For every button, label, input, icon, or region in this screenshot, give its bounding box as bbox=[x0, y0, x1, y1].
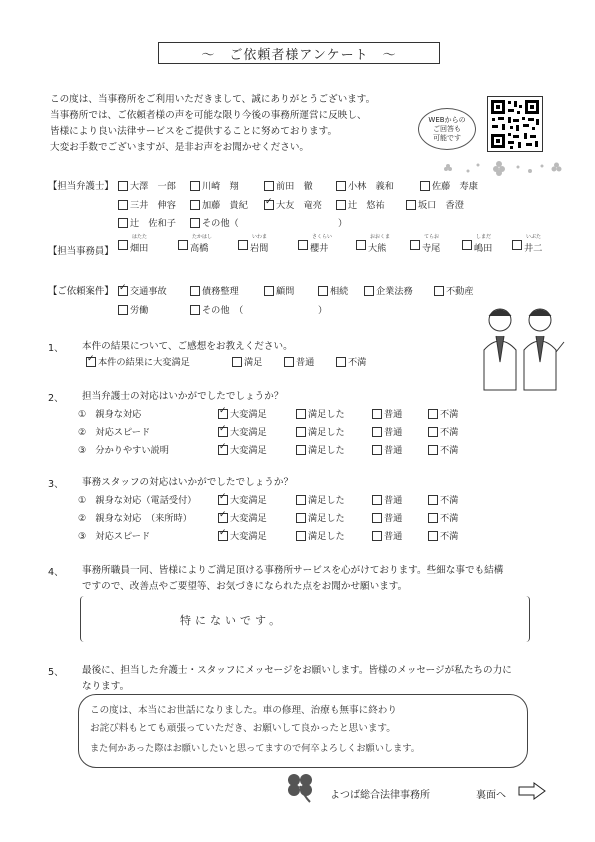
staff-option[interactable] bbox=[298, 234, 332, 254]
q2-option[interactable] bbox=[218, 424, 267, 438]
option-label: 不満 bbox=[348, 357, 367, 368]
checkbox[interactable] bbox=[428, 427, 438, 437]
q2-option[interactable] bbox=[296, 424, 345, 438]
case-option[interactable] bbox=[118, 283, 167, 297]
q5-text-line: なります。 bbox=[82, 681, 130, 692]
option-label: 大変満足 bbox=[230, 445, 267, 456]
case-name: 労働 bbox=[130, 305, 149, 316]
option-label: 満足した bbox=[308, 531, 345, 542]
q3-number: 3、 bbox=[48, 479, 64, 490]
q1-option[interactable] bbox=[86, 354, 190, 368]
intro-line: この度は、当事務所をご利用いただきまして、誠にありがとうございます。 bbox=[50, 94, 376, 105]
option-label: 不満 bbox=[440, 445, 459, 456]
option-label: 本件の結果に大変満足 bbox=[98, 357, 190, 368]
case-name: 企業法務 bbox=[376, 286, 413, 297]
checkbox[interactable] bbox=[190, 218, 200, 228]
option-label: 普通 bbox=[384, 513, 403, 524]
lawyer-option[interactable] bbox=[264, 197, 322, 211]
q4-answer-box[interactable] bbox=[80, 596, 530, 642]
checkbox[interactable] bbox=[372, 427, 382, 437]
q2-option[interactable] bbox=[372, 442, 402, 456]
checkbox[interactable] bbox=[118, 240, 128, 250]
q3-row-label: ① 親身な対応（電話受付） bbox=[78, 495, 197, 506]
lawyer-name: 大澤 一郎 bbox=[130, 181, 176, 192]
staff-label: 【担当事務員】 bbox=[48, 246, 114, 257]
lawyer-option[interactable] bbox=[336, 178, 394, 192]
checkbox[interactable] bbox=[356, 240, 366, 250]
q3-row-label: ② 親身な対応 （来所時） bbox=[78, 513, 192, 524]
q5-answer-line: お詫び料もとても頑張っていただき、お願いして良かったと思います。 bbox=[90, 723, 396, 734]
checkbox[interactable] bbox=[364, 286, 374, 296]
option-label: 普通 bbox=[384, 445, 403, 456]
lawyer-name: 川崎 翔 bbox=[202, 181, 239, 192]
q2-option[interactable] bbox=[296, 406, 345, 420]
checkbox[interactable] bbox=[190, 181, 200, 191]
case-name: 顧問 bbox=[276, 286, 295, 297]
checkbox[interactable] bbox=[118, 286, 128, 296]
q3-option[interactable] bbox=[218, 510, 267, 524]
lawyer-name: 前田 徹 bbox=[276, 181, 313, 192]
checkbox[interactable] bbox=[218, 513, 228, 523]
intro-line: 皆様により良い法律サービスをご提供することに努めております。 bbox=[50, 126, 338, 137]
checkbox[interactable] bbox=[296, 513, 306, 523]
q3-option[interactable] bbox=[372, 492, 402, 506]
checkbox[interactable] bbox=[118, 218, 128, 228]
q3-row-label: ③ 対応スピード bbox=[78, 531, 151, 542]
staff-ruby: いわま bbox=[252, 234, 268, 240]
lawyer-name: 三井 伸容 bbox=[130, 200, 176, 211]
option-label: 大変満足 bbox=[230, 531, 267, 542]
option-label: 不満 bbox=[440, 427, 459, 438]
web-note-bubble bbox=[418, 108, 476, 150]
staff-name: 畑田 bbox=[130, 243, 149, 254]
staff-option[interactable] bbox=[512, 234, 542, 254]
option-label: 大変満足 bbox=[230, 409, 267, 420]
option-label: 大変満足 bbox=[230, 513, 267, 524]
q5-answer-line: この度は、本当にお世話になりました。車の修理、治療も無事に終わり bbox=[90, 705, 397, 716]
checkbox[interactable] bbox=[264, 181, 274, 191]
checkbox[interactable] bbox=[118, 200, 128, 210]
lawyer-name: 加藤 貴紀 bbox=[202, 200, 248, 211]
case-name: 不動産 bbox=[446, 286, 474, 297]
q2-option[interactable] bbox=[372, 424, 402, 438]
staff-name: 大熊 bbox=[368, 243, 387, 254]
staff-illustration-icon bbox=[470, 302, 570, 394]
checkbox[interactable] bbox=[372, 409, 382, 419]
checkbox[interactable] bbox=[372, 495, 382, 505]
lawyer-option[interactable] bbox=[190, 197, 248, 211]
checkbox[interactable] bbox=[406, 200, 416, 210]
checkbox[interactable] bbox=[410, 240, 420, 250]
staff-ruby: はたた bbox=[132, 234, 148, 240]
q1-number: 1、 bbox=[48, 343, 64, 354]
staff-option[interactable] bbox=[118, 234, 148, 254]
checkbox[interactable] bbox=[296, 427, 306, 437]
case-name: その他 （ bbox=[202, 305, 244, 316]
staff-name: 岩間 bbox=[250, 243, 269, 254]
q3-option[interactable] bbox=[372, 528, 402, 542]
checkbox[interactable] bbox=[372, 513, 382, 523]
q1-option[interactable] bbox=[336, 354, 366, 368]
checkbox[interactable] bbox=[428, 409, 438, 419]
staff-name: 高橋 bbox=[190, 243, 209, 254]
q4-text-line: ですので、改善点やご要望等、お気づきになられた点をお聞かせ願います。 bbox=[82, 581, 408, 592]
cases-label: 【ご依頼案件】 bbox=[48, 286, 114, 297]
option-label: 不満 bbox=[440, 409, 459, 420]
option-label: 普通 bbox=[384, 531, 403, 542]
lawyers-label: 【担当弁護士】 bbox=[48, 181, 114, 192]
option-label: 不満 bbox=[440, 495, 459, 506]
option-label: 普通 bbox=[384, 409, 403, 420]
q2-option[interactable] bbox=[372, 406, 402, 420]
qr-code-icon[interactable] bbox=[487, 96, 543, 152]
web-note-line: 可能です bbox=[433, 133, 461, 142]
clover-logo-icon bbox=[280, 768, 320, 804]
lawyer-name: 坂口 香澄 bbox=[418, 200, 464, 211]
q5-number: 5、 bbox=[48, 667, 64, 678]
q3-option[interactable] bbox=[428, 510, 458, 524]
q3-option[interactable] bbox=[428, 492, 458, 506]
staff-option[interactable] bbox=[356, 234, 390, 254]
q2-text: 担当弁護士の対応はいかがでしたでしょうか？ bbox=[82, 391, 284, 402]
lawyer-option[interactable] bbox=[118, 197, 176, 211]
checkbox[interactable] bbox=[190, 200, 200, 210]
staff-ruby: おおくま bbox=[370, 234, 391, 240]
q4-text-line: 事務所職員一同、皆様によりご満足頂ける事務所サービスを心がけております。些細な事でも結構 bbox=[82, 565, 504, 576]
office-name: よつば総合法律事務所 bbox=[330, 790, 430, 801]
case-option[interactable] bbox=[434, 283, 474, 297]
checkbox[interactable] bbox=[336, 357, 346, 367]
option-label: 普通 bbox=[384, 427, 403, 438]
checkbox[interactable] bbox=[434, 286, 444, 296]
staff-ruby: さくらい bbox=[312, 234, 333, 240]
q3-option[interactable] bbox=[372, 510, 402, 524]
option-label: 満足 bbox=[244, 357, 263, 368]
staff-ruby: いぶた bbox=[526, 234, 542, 240]
lawyer-name: 辻 悠祐 bbox=[348, 200, 385, 211]
q2-number: 2、 bbox=[48, 393, 64, 404]
lawyer-name: 小林 義和 bbox=[348, 181, 394, 192]
case-name: 相続 bbox=[330, 286, 349, 297]
staff-name: 嶋田 bbox=[474, 243, 493, 254]
staff-ruby: てらお bbox=[424, 234, 440, 240]
checkbox[interactable] bbox=[336, 181, 346, 191]
q1-option[interactable] bbox=[284, 354, 314, 368]
option-label: 満足した bbox=[308, 427, 345, 438]
checkbox[interactable] bbox=[428, 513, 438, 523]
q5-text-line: 最後に、担当した弁護士・スタッフにメッセージをお願いします。皆様のメッセージが私たちの力に bbox=[82, 665, 512, 676]
checkbox[interactable] bbox=[298, 240, 308, 250]
q2-row-label: ③ 分かりやすい説明 bbox=[78, 445, 169, 456]
q1-option[interactable] bbox=[232, 354, 262, 368]
clover-decoration-icon bbox=[438, 157, 568, 179]
q3-option[interactable] bbox=[218, 528, 267, 542]
staff-ruby: しまだ bbox=[476, 234, 492, 240]
checkbox[interactable] bbox=[428, 495, 438, 505]
staff-option[interactable] bbox=[178, 234, 212, 254]
checkbox[interactable] bbox=[372, 445, 382, 455]
web-note-line: ご回答も bbox=[433, 124, 461, 133]
checkbox[interactable] bbox=[296, 445, 306, 455]
lawyer-name: その他（ bbox=[202, 218, 239, 229]
lawyer-name: 佐藤 寿康 bbox=[432, 181, 478, 192]
lawyer-option[interactable] bbox=[118, 178, 176, 192]
next-page-label[interactable]: 裏面へ bbox=[476, 790, 506, 801]
checkbox[interactable] bbox=[238, 240, 248, 250]
web-note-line: WEBからの bbox=[428, 115, 466, 124]
checkbox[interactable] bbox=[428, 531, 438, 541]
lawyer-option[interactable] bbox=[190, 178, 239, 192]
option-label: 満足した bbox=[308, 409, 345, 420]
case-option[interactable] bbox=[190, 283, 239, 297]
lawyer-option[interactable] bbox=[336, 197, 385, 211]
checkbox[interactable] bbox=[218, 495, 228, 505]
lawyer-option-other[interactable] bbox=[190, 215, 239, 229]
staff-ruby: たかはし bbox=[192, 234, 213, 240]
q3-option[interactable] bbox=[218, 492, 267, 506]
q3-option[interactable] bbox=[296, 492, 345, 506]
case-other-close: ） bbox=[318, 305, 328, 316]
q4-number: 4、 bbox=[48, 567, 64, 578]
staff-option[interactable] bbox=[462, 234, 492, 254]
q1-text: 本件の結果について、ご感想をお教えください。 bbox=[82, 341, 293, 352]
option-label: 不満 bbox=[440, 531, 459, 542]
checkbox[interactable] bbox=[336, 200, 346, 210]
intro-text bbox=[50, 92, 470, 156]
case-option[interactable] bbox=[318, 283, 348, 297]
checkbox[interactable] bbox=[296, 495, 306, 505]
checkbox[interactable] bbox=[218, 531, 228, 541]
q2-option[interactable] bbox=[296, 442, 345, 456]
intro-line: 当事務所では、ご依頼者様の声を可能な限り今後の事務所運営に反映し、 bbox=[50, 110, 367, 121]
option-label: 満足した bbox=[308, 495, 345, 506]
checkbox[interactable] bbox=[232, 357, 242, 367]
checkbox[interactable] bbox=[428, 445, 438, 455]
staff-option[interactable] bbox=[238, 234, 268, 254]
q2-row-label: ② 対応スピード bbox=[78, 427, 151, 438]
checkbox[interactable] bbox=[190, 286, 200, 296]
checkbox[interactable] bbox=[264, 286, 274, 296]
case-option[interactable] bbox=[118, 302, 148, 316]
q2-option[interactable] bbox=[218, 406, 267, 420]
option-label: 普通 bbox=[384, 495, 403, 506]
checkbox[interactable] bbox=[178, 240, 188, 250]
q4-answer: 特にないです。 bbox=[180, 614, 285, 627]
lawyer-option[interactable] bbox=[420, 178, 478, 192]
lawyer-name: 辻 佐和子 bbox=[130, 218, 176, 229]
q2-option[interactable] bbox=[218, 442, 267, 456]
checkbox[interactable] bbox=[284, 357, 294, 367]
lawyer-option[interactable] bbox=[264, 178, 313, 192]
option-label: 満足した bbox=[308, 445, 345, 456]
q2-row-label: ① 親身な対応 bbox=[78, 409, 142, 420]
checkbox[interactable] bbox=[462, 240, 472, 250]
option-label: 満足した bbox=[308, 513, 345, 524]
q2-option[interactable] bbox=[428, 442, 458, 456]
checkbox[interactable] bbox=[264, 200, 274, 210]
q2-option[interactable] bbox=[428, 406, 458, 420]
q2-option[interactable] bbox=[428, 424, 458, 438]
option-label: 大変満足 bbox=[230, 495, 267, 506]
staff-name: 井二 bbox=[524, 243, 543, 254]
checkbox[interactable] bbox=[296, 531, 306, 541]
lawyer-other-close: ） bbox=[338, 218, 348, 229]
staff-name: 櫻井 bbox=[310, 243, 329, 254]
checkbox[interactable] bbox=[296, 409, 306, 419]
option-label: 普通 bbox=[296, 357, 315, 368]
option-label: 不満 bbox=[440, 513, 459, 524]
checkbox[interactable] bbox=[420, 181, 430, 191]
page-title: ～ ご依頼者様アンケート ～ bbox=[158, 42, 440, 64]
checkbox[interactable] bbox=[86, 357, 96, 367]
option-label: 大変満足 bbox=[230, 427, 267, 438]
case-option-other[interactable] bbox=[190, 302, 243, 316]
q3-option[interactable] bbox=[428, 528, 458, 542]
checkbox[interactable] bbox=[218, 409, 228, 419]
staff-option[interactable] bbox=[410, 234, 440, 254]
staff-name: 寺尾 bbox=[422, 243, 441, 254]
lawyer-option[interactable] bbox=[406, 197, 464, 211]
checkbox[interactable] bbox=[118, 181, 128, 191]
q3-option[interactable] bbox=[296, 528, 345, 542]
q3-text: 事務スタッフの対応はいかがでしたでしょうか？ bbox=[82, 477, 294, 488]
checkbox[interactable] bbox=[218, 445, 228, 455]
case-name: 債務整理 bbox=[202, 286, 239, 297]
intro-line: 大変お手数でございますが、是非お声をお聞かせください。 bbox=[50, 142, 310, 153]
checkbox[interactable] bbox=[218, 427, 228, 437]
lawyer-option[interactable] bbox=[118, 215, 176, 229]
q3-option[interactable] bbox=[296, 510, 345, 524]
checkbox[interactable] bbox=[372, 531, 382, 541]
case-option[interactable] bbox=[264, 283, 294, 297]
checkbox[interactable] bbox=[118, 305, 128, 315]
case-option[interactable] bbox=[364, 283, 413, 297]
checkbox[interactable] bbox=[190, 305, 200, 315]
checkbox[interactable] bbox=[318, 286, 328, 296]
q5-answer-line: また何かあった際はお願いしたいと思ってますので何卒よろしくお願いします。 bbox=[90, 743, 420, 754]
case-name: 交通事故 bbox=[130, 286, 167, 297]
arrow-right-icon[interactable] bbox=[518, 782, 546, 800]
checkbox[interactable] bbox=[512, 240, 522, 250]
lawyer-name: 大友 竜亮 bbox=[276, 200, 322, 211]
